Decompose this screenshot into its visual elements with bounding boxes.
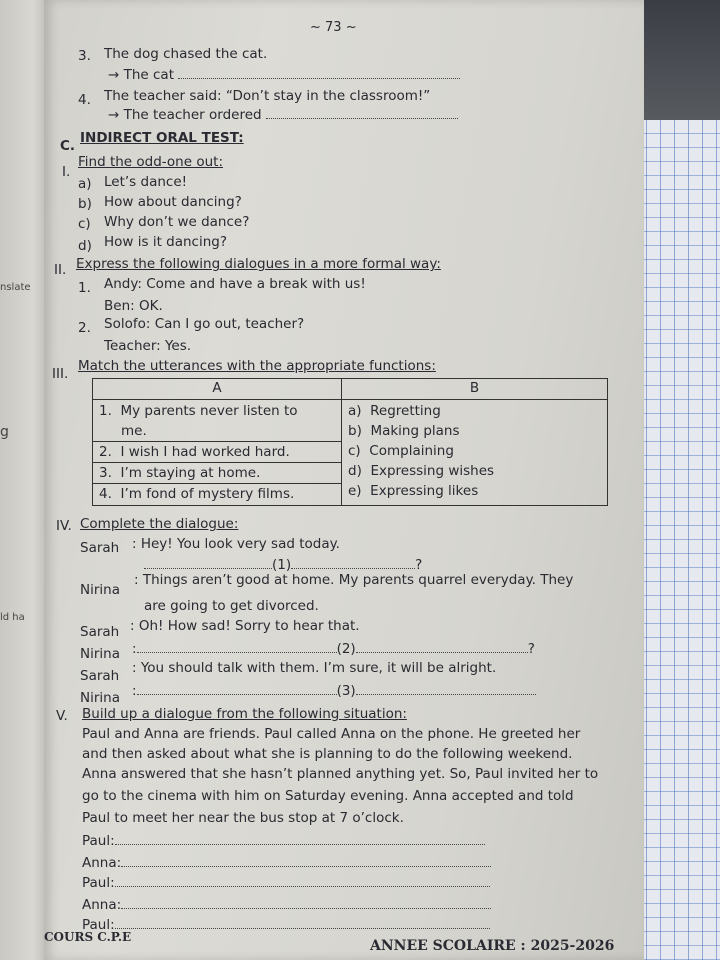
part-number: I. — [62, 164, 71, 180]
option-text: How about dancing? — [104, 194, 242, 210]
item-number: 3. — [78, 48, 91, 64]
option-text: Let’s dance! — [104, 174, 188, 190]
footer-course: COURS C.P.E — [44, 930, 132, 944]
part-title: Find the odd-one out: — [78, 154, 223, 170]
part-title: Complete the dialogue: — [80, 516, 239, 532]
part-number: IV. — [56, 518, 72, 534]
situation-line: go to the cinema with him on Saturday evening. Anna accepted and told — [82, 788, 574, 804]
answer-line: Paul: — [82, 832, 485, 849]
dialogue-blank: : (3) — [132, 682, 536, 699]
part-title: Express the following dialogues in a more formal way: — [76, 256, 441, 272]
utterance: 3. I’m staying at home. — [93, 462, 341, 483]
item-rewrite: → The cat — [108, 66, 460, 83]
dialogue-number: 2. — [78, 320, 91, 336]
dialogue-text: : Oh! How sad! Sorry to hear that. — [130, 618, 360, 634]
adjacent-page-snippet: g — [0, 424, 9, 440]
option-letter: c) — [78, 216, 91, 232]
part-number: III. — [52, 366, 69, 382]
speaker: Nirina — [80, 646, 120, 662]
dialogue-blank: (1) ? — [144, 556, 422, 573]
adjacent-page — [0, 0, 48, 960]
answer-line: Anna: — [82, 896, 491, 913]
dialogue-number: 1. — [78, 280, 91, 296]
answer-line: Paul: — [82, 874, 490, 891]
utterance: 2. I wish I had worked hard. — [93, 441, 341, 462]
dialogue-line: Andy: Come and have a break with us! — [104, 276, 366, 292]
dialogue-blank: : (2) ? — [132, 641, 535, 657]
function: d) Expressing wishes — [348, 463, 495, 479]
column-b-header: B — [342, 379, 608, 400]
dialogue-line: Teacher: Yes. — [104, 338, 192, 354]
speaker: Nirina — [80, 582, 120, 598]
speaker: Sarah — [80, 668, 120, 684]
option-text: How is it dancing? — [104, 234, 228, 250]
dialogue-line: Solofo: Can I go out, teacher? — [104, 316, 305, 332]
adjacent-page-snippet: ld ha — [0, 612, 25, 623]
option-letter: a) — [78, 176, 92, 192]
option-letter: d) — [78, 238, 92, 254]
situation-line: Paul to meet her near the bus stop at 7 o’clock. — [82, 810, 404, 826]
utterance: 1. My parents never listen to — [99, 403, 298, 419]
dialogue-text: : You should talk with them. I’m sure, it will be alright. — [132, 660, 497, 676]
function: b) Making plans — [348, 423, 460, 439]
adjacent-page-snippet: nslate — [0, 282, 31, 293]
item-sentence: The dog chased the cat. — [104, 46, 268, 62]
speaker: Nirina — [80, 690, 120, 706]
option-text: Why don’t we dance? — [104, 214, 250, 230]
column-a-cell — [93, 400, 342, 506]
column-b-cell — [342, 400, 608, 506]
function: e) Expressing likes — [348, 483, 479, 499]
item-rewrite: → The teacher ordered — [108, 106, 458, 123]
footer-school-year: ANNEE SCOLAIRE : 2025-2026 — [370, 938, 615, 954]
dialogue-text: are going to get divorced. — [144, 598, 319, 614]
part-title: Match the utterances with the appropriate functions: — [78, 358, 436, 374]
dialogue-text: : Things aren’t good at home. My parents quarrel everyday. They — [134, 572, 574, 588]
speaker: Sarah — [80, 540, 120, 556]
matching-table — [92, 378, 608, 506]
part-number: II. — [54, 262, 67, 278]
item-sentence: The teacher said: “Don’t stay in the classroom!” — [104, 88, 431, 104]
dialogue-text: : Hey! You look very sad today. — [132, 536, 340, 552]
situation-line: and then asked about what she is planning to do the following weekend. — [82, 746, 573, 762]
utterance-continued: me. — [121, 423, 147, 439]
item-number: 4. — [78, 92, 91, 108]
worksheet-page — [44, 0, 644, 960]
dialogue-line: Ben: OK. — [104, 298, 163, 314]
situation-line: Paul and Anna are friends. Paul called Anna on the phone. He greeted her — [82, 726, 581, 742]
part-number: V. — [56, 708, 68, 724]
situation-line: Anna answered that she hasn’t planned anything yet. So, Paul invited her to — [82, 766, 599, 782]
answer-line: Paul: — [82, 916, 490, 933]
speaker: Sarah — [80, 624, 120, 640]
answer-line: Anna: — [82, 854, 491, 871]
column-a-header: A — [93, 379, 342, 400]
utterance: 4. I’m fond of mystery films. — [93, 483, 341, 504]
section-letter: C. — [60, 138, 76, 154]
option-letter: b) — [78, 196, 92, 212]
function: a) Regretting — [348, 403, 441, 419]
function: c) Complaining — [348, 443, 454, 459]
page-number: ~ 73 ~ — [310, 20, 357, 35]
section-title: INDIRECT ORAL TEST: — [80, 130, 244, 146]
part-title: Build up a dialogue from the following situation: — [82, 706, 407, 722]
